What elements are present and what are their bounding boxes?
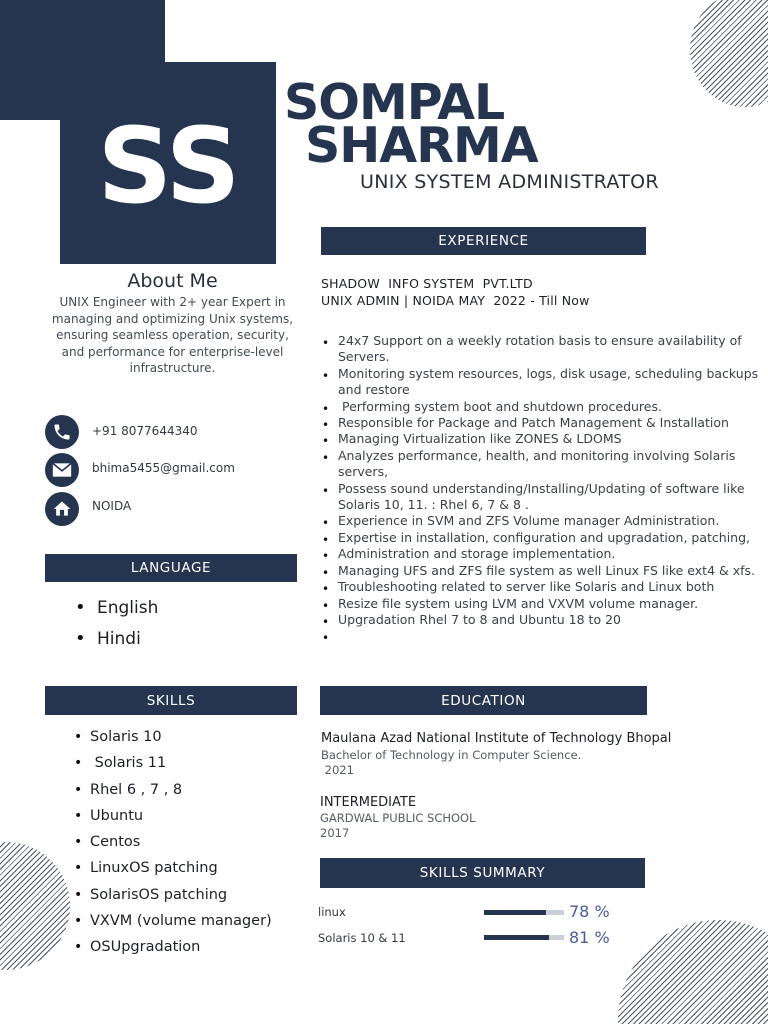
list-item: • Upgradation Rhel 7 to 8 and Ubuntu 18 to 20 bbox=[320, 612, 760, 628]
decorative-hatch-circle-top-right bbox=[690, 0, 768, 107]
list-item: • OSUpgradation bbox=[74, 939, 272, 965]
list-item: • Experience in SVM and ZFS Volume manager Administration. bbox=[320, 513, 760, 529]
college-name: Maulana Azad National Institute of Technology Bhopal bbox=[321, 731, 672, 746]
summary-percent-solaris: 81 % bbox=[569, 928, 610, 947]
summary-bar-fill bbox=[484, 935, 549, 940]
first-name: SOMPAL bbox=[284, 74, 505, 131]
degree-year: 2021 bbox=[321, 763, 354, 777]
list-item: • Solaris 10 bbox=[74, 729, 272, 755]
list-item: • Monitoring system resources, logs, disk usage, scheduling backups and restore bbox=[320, 366, 760, 399]
list-item: • Ubuntu bbox=[74, 808, 272, 834]
list-item: • LinuxOS patching bbox=[74, 860, 272, 886]
skills-list bbox=[74, 729, 272, 966]
list-item: • Administration and storage implementation. bbox=[320, 546, 760, 562]
home-icon bbox=[45, 492, 79, 526]
experience-section-bar: EXPERIENCE bbox=[321, 227, 646, 255]
about-text: UNIX Engineer with 2+ year Expert in managing and optimizing Unix systems, ensuring seamless operation, security, and performance for enterprise-level infrastructure. bbox=[51, 295, 294, 375]
summary-bar-linux bbox=[484, 910, 564, 915]
list-item: • Solaris 11 bbox=[74, 755, 272, 781]
list-item: • Resize file system using LVM and VXVM volume manager. bbox=[320, 596, 760, 612]
summary-label-solaris: Solaris 10 & 11 bbox=[318, 931, 406, 945]
header-decor-block-small bbox=[0, 78, 60, 120]
summary-bar-solaris bbox=[484, 935, 564, 940]
experience-list bbox=[320, 333, 760, 642]
list-item bbox=[320, 628, 760, 642]
list-item: • Managing UFS and ZFS file system as well Linux FS like ext4 & xfs. bbox=[320, 563, 760, 579]
job-title: UNIX SYSTEM ADMINISTRATOR bbox=[360, 171, 659, 193]
language-section-bar: LANGUAGE bbox=[45, 554, 297, 582]
language-list bbox=[75, 598, 158, 660]
degree: Bachelor of Technology in Computer Science. bbox=[321, 748, 582, 762]
contact-phone[interactable]: +91 8077644340 bbox=[92, 424, 198, 438]
school-level: INTERMEDIATE bbox=[320, 795, 417, 810]
mail-icon bbox=[45, 453, 79, 487]
phone-icon bbox=[45, 415, 79, 449]
decorative-hatch-circle-left bbox=[0, 842, 70, 970]
list-item: • Expertise in installation, configuration and upgradation, patching, bbox=[320, 530, 760, 546]
school-year: 2017 bbox=[320, 826, 350, 840]
list-item: • Centos bbox=[74, 834, 272, 860]
monogram-initials: SS bbox=[97, 105, 239, 227]
list-item: • English bbox=[75, 598, 158, 629]
list-item: • Hindi bbox=[75, 629, 158, 660]
company-name: SHADOW INFO SYSTEM PVT.LTD bbox=[321, 276, 533, 291]
school-name: GARDWAL PUBLIC SCHOOL bbox=[320, 811, 476, 825]
list-item: • VXVM (volume manager) bbox=[74, 913, 272, 939]
list-item: • 24x7 Support on a weekly rotation basis to ensure availability of Servers. bbox=[320, 333, 760, 366]
list-item: • SolarisOS patching bbox=[74, 887, 272, 913]
summary-label-linux: linux bbox=[318, 905, 346, 919]
summary-bar-fill bbox=[484, 910, 546, 915]
list-item: • Analyzes performance, health, and monitoring involving Solaris servers, bbox=[320, 448, 760, 481]
decorative-hatch-circle-bottom-right bbox=[618, 920, 768, 1024]
summary-percent-linux: 78 % bbox=[569, 902, 610, 921]
list-item: • Rhel 6 , 7 , 8 bbox=[74, 782, 272, 808]
list-item: • Responsible for Package and Patch Management & Installation bbox=[320, 415, 760, 431]
last-name: SHARMA bbox=[305, 117, 538, 174]
list-item: • Troubleshooting related to server like Solaris and Linux both bbox=[320, 579, 760, 595]
list-item: • Possess sound understanding/Installing/Updating of software like Solaris 10, 11. : Rhel 6, 7 & 8 . bbox=[320, 481, 760, 514]
list-item: • Performing system boot and shutdown procedures. bbox=[320, 399, 760, 415]
list-item: • Managing Virtualization like ZONES & LDOMS bbox=[320, 431, 760, 447]
job-role: UNIX ADMIN | NOIDA MAY 2022 - Till Now bbox=[321, 293, 590, 308]
contact-location: NOIDA bbox=[92, 499, 132, 513]
education-section-bar: EDUCATION bbox=[320, 686, 647, 715]
about-heading: About Me bbox=[127, 270, 218, 292]
contact-email[interactable]: bhima5455@gmail.com bbox=[92, 461, 235, 475]
skills-summary-section-bar: SKILLS SUMMARY bbox=[320, 858, 645, 888]
skills-section-bar: SKILLS bbox=[45, 686, 297, 715]
